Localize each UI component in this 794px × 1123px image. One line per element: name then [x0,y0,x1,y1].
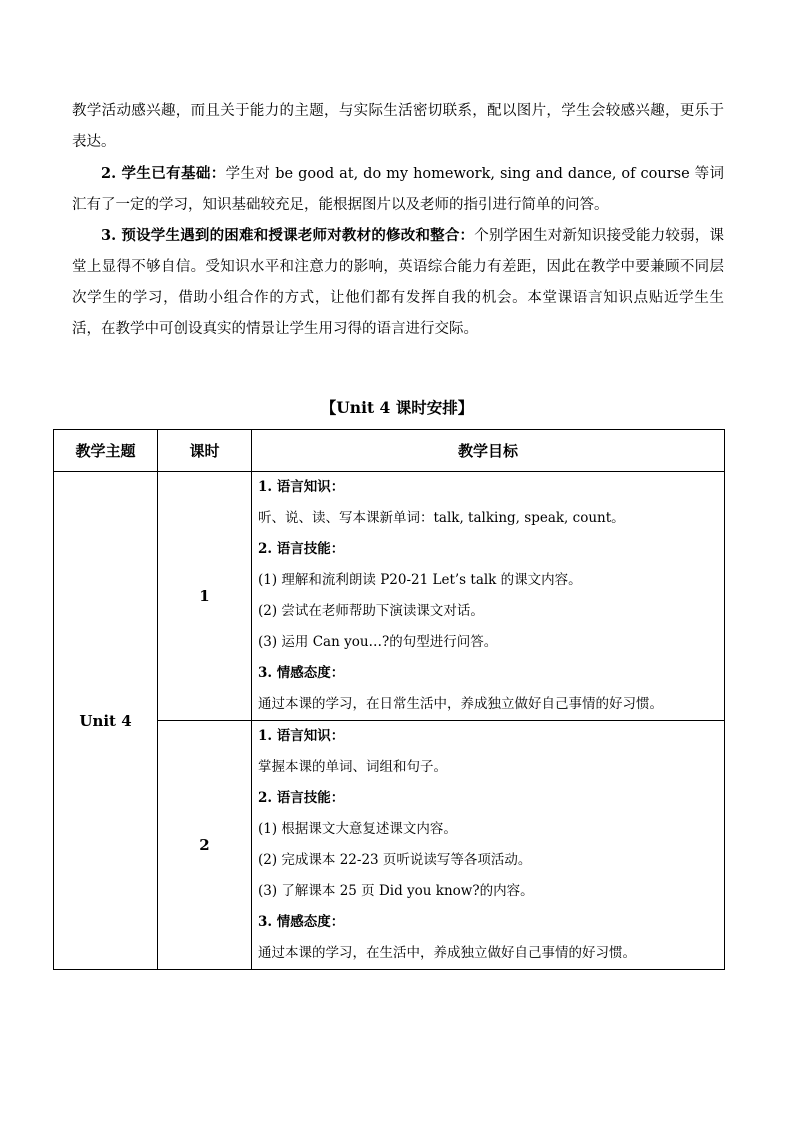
difficulties-heading: 3. 预设学生遇到的困难和授课老师对教材的修改和整合： [101,227,475,244]
unit-theme-cell: Unit 4 [54,472,158,970]
header-theme: 教学主题 [54,430,158,472]
lesson-number-cell: 1 [158,472,252,721]
goal-line: 通过本课的学习，在日常生活中，养成独立做好自己事情的好习惯。 [258,696,663,712]
goal-line: (3) 运用 Can you…?的句型进行问答。 [258,634,498,650]
goal-line: (1) 理解和流利朗读 P20-21 Let’s talk 的课文内容。 [258,572,582,588]
prior-knowledge-heading: 2. 学生已有基础： [101,165,226,182]
difficulties-paragraph [72,220,724,345]
table-row [54,472,725,721]
lesson-goals-cell [252,721,725,970]
goal-line: (1) 根据课文大意复述课文内容。 [258,821,457,837]
goal-line: (2) 完成课本 22-23 页听说读写等各项活动。 [258,852,532,868]
goal-line: 2. 语言技能： [258,541,345,557]
lesson-goals-cell [252,472,725,721]
prior-knowledge-paragraph [72,158,724,221]
goal-list [258,721,720,969]
goal-line: 听、说、读、写本课新单词：talk, talking, speak, count。 [258,510,625,526]
goal-line: 掌握本课的单词、词组和句子。 [258,759,447,775]
lesson-number-cell: 2 [158,721,252,970]
goal-line: 1. 语言知识： [258,728,345,744]
table-header-row [54,430,725,472]
intro-paragraph [72,96,724,158]
header-period: 课时 [158,430,252,472]
prior-knowledge-text: 学生对 be good at, do my homework, sing and dance, of course 等词汇有了一定的学习，知识基础较充足，能根据图片以及老师的指引进行简单的问答。 [72,166,724,213]
goal-line: 3. 情感态度： [258,665,345,681]
goal-line: (2) 尝试在老师帮助下演读课文对话。 [258,603,484,619]
lesson-plan-table [53,429,725,970]
intro-paragraph-text: 教学活动感兴趣，而且关于能力的主题，与实际生活密切联系，配以图片，学生会较感兴趣，更乐于表达。 [72,103,724,150]
goal-line: 2. 语言技能： [258,790,345,806]
section-title: 【Unit 4 课时安排】 [320,398,474,417]
difficulties-text: 个别学困生对新知识接受能力较弱，课堂上显得不够自信。受知识水平和注意力的影响，英语综合能力有差距，因此在教学中要兼顾不同层次学生的学习，借助小组合作的方式，让他们都有发挥自我的机会。本堂课语言知识点贴近学生生活，在教学中可创设真实的情景让学生用习得的语言进行交际。 [72,228,725,337]
goal-list [258,472,720,720]
goal-line: 3. 情感态度： [258,914,345,930]
goal-line: 通过本课的学习，在生活中，养成独立做好自己事情的好习惯。 [258,945,636,961]
goal-line: 1. 语言知识： [258,479,345,495]
goal-line: (3) 了解课本 25 页 Did you know?的内容。 [258,883,534,899]
header-goals: 教学目标 [252,430,725,472]
